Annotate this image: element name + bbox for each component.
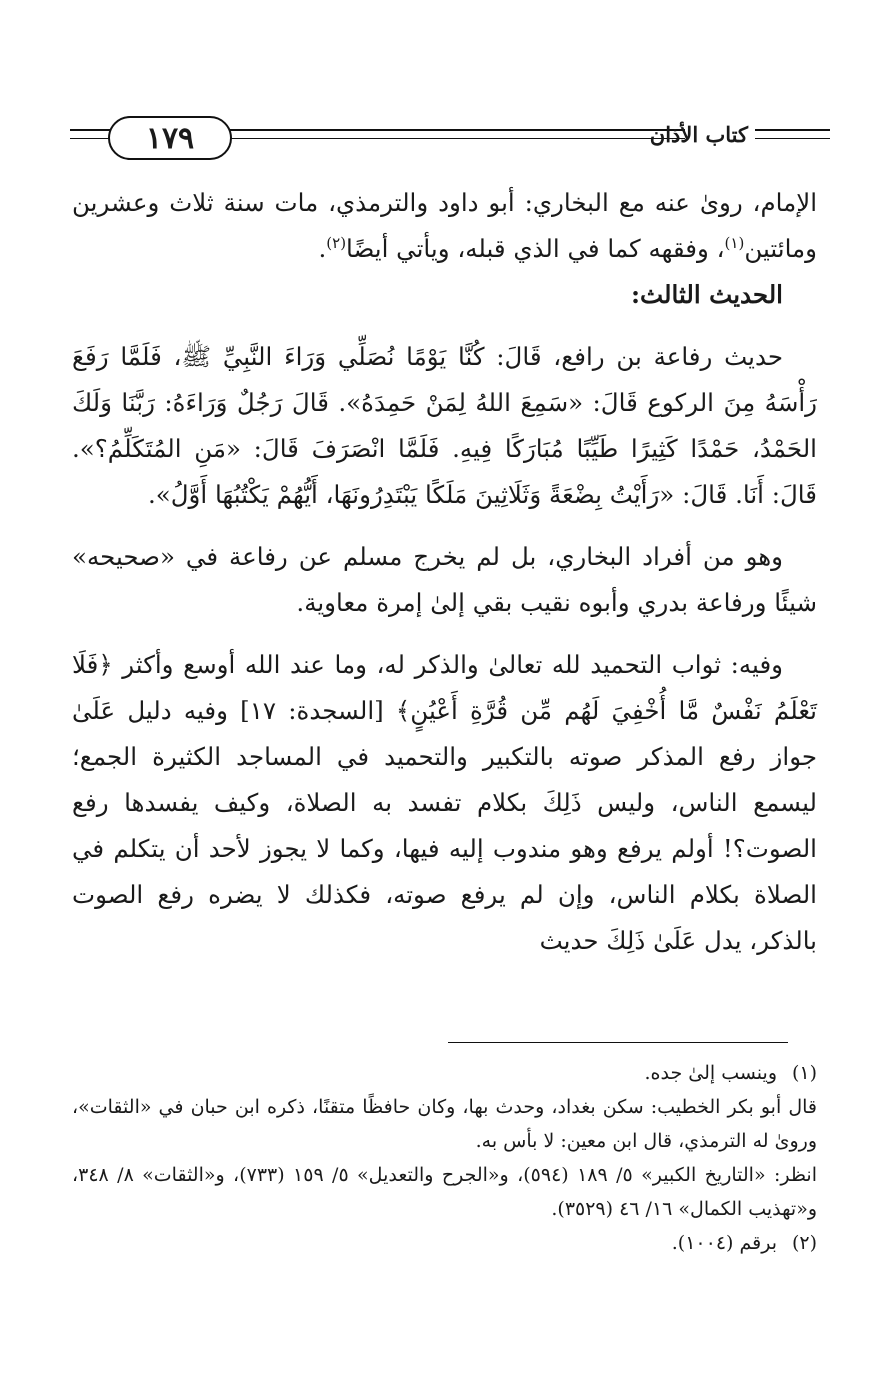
- intro-text: الإمام، روىٰ عنه مع البخاري: أبو داود والترمذي، مات سنة ثلاث وعشرين ومائتين: [72, 188, 817, 263]
- paragraph-hadith: حديث رفاعة بن رافع، قَالَ: كُنَّا يَوْمًا نُصَلِّي وَرَاءَ النَّبِيِّ ﷺ، فَلَمَّا رَفَعَ رَأْسَهُ مِنَ الركوع قَالَ: «سَمِعَ اللهُ لِمَنْ حَمِدَهُ». قَالَ رَجُلٌ وَرَاءَهُ: رَبَّنَا وَلَكَ الحَمْدُ، حَمْدًا كَثِيرًا طَيِّبًا مُبَارَكًا فِيهِ. فَلَمَّا انْصَرَفَ قَالَ: «مَنِ المُتَكَلِّمُ؟». قَالَ: أَنَا. قَالَ: «رَأَيْتُ بِضْعَةً وَثَلَاثِينَ مَلَكًا يَبْتَدِرُونَهَا، أَيُّهُمْ يَكْتُبُهَا أَوَّلُ».: [72, 342, 817, 509]
- header-rule-middle-bottom: [230, 138, 685, 139]
- footnote-1: [72, 1056, 817, 1090]
- footnote-1-number: (١): [791, 1062, 817, 1084]
- paragraph-commentary-2: وفيه: ثواب التحميد لله تعالىٰ والذكر له، وما عند الله أوسع وأكثر ﴿فَلَا تَعْلَمُ نَفْسٌ مَّا أُخْفِيَ لَهُم مِّن قُرَّةِ أَعْيُنٍ﴾ [السجدة: ١٧] وفيه دليل عَلَىٰ جواز رفع المذكر صوته بالتكبير والتحميد في المساجد الكثيرة الجمع؛ ليسمع الناس، وليس ذَلِكَ بكلام تفسد به الصلاة، وكيف يفسدها رفع الصوت؟! أولم يرفع وهو مندوب إليه فيها، وكما لا يجوز لأحد أن يتكلم في الصلاة بكلام الناس، وإن لم يرفع صوته، فكذلك لا يضره رفع الصوت بالذكر، يدل عَلَىٰ ذَلِكَ حديث: [72, 650, 817, 955]
- book-title: كتاب الأذان: [649, 122, 748, 147]
- header-rule-left-top: [70, 129, 110, 131]
- intro-end: .: [318, 234, 327, 263]
- footnote-1-paragraph-3: انظر: «التاريخ الكبير» ٥/ ١٨٩ (٥٩٤)، و«الجرح والتعديل» ٥/ ١٥٩ (٧٣٣)، و«الثقات» ٨/ ٣٤٨، و«تهذيب الكمال» ١٦/ ٤٦ (٣٥٢٩).: [72, 1164, 817, 1220]
- header-rule-middle-top: [230, 129, 685, 131]
- intro-mid: ، وفقهه كما في الذي قبله، ويأتي أيضًا: [346, 234, 725, 263]
- footnote-ref-2: (٢): [326, 233, 347, 252]
- page-header: [70, 116, 830, 162]
- footnote-ref-1: (١): [724, 233, 745, 252]
- header-rule-right-top: [755, 129, 830, 131]
- page-number: ١٧٩: [108, 116, 232, 160]
- main-text: [72, 180, 817, 964]
- header-rule-right-bottom: [755, 138, 830, 139]
- footnote-2: [72, 1226, 817, 1260]
- header-rule-left-bottom: [70, 138, 110, 139]
- footnote-2-text: برقم (١٠٠٤).: [671, 1232, 777, 1254]
- footnote-1-paragraph-2: قال أبو بكر الخطيب: سكن بغداد، وحدث بها، وكان حافظًا متقنًا، ذكره ابن حبان في «الثقات»، وروىٰ له الترمذي، قال ابن معين: لا بأس به.: [72, 1096, 817, 1152]
- footnote-separator: [448, 1042, 788, 1043]
- section-heading: الحديث الثالث:: [630, 280, 783, 309]
- paragraph-commentary-1: وهو من أفراد البخاري، بل لم يخرج مسلم عن رفاعة في «صحيحه» شيئًا ورفاعة بدري وأبوه نقيب بقي إلىٰ إمرة معاوية.: [72, 542, 817, 617]
- footnote-2-number: (٢): [791, 1232, 817, 1254]
- footnote-1-text: وينسب إلىٰ جده.: [644, 1062, 777, 1084]
- footnotes: [72, 1056, 817, 1260]
- paragraph-intro: [72, 180, 817, 272]
